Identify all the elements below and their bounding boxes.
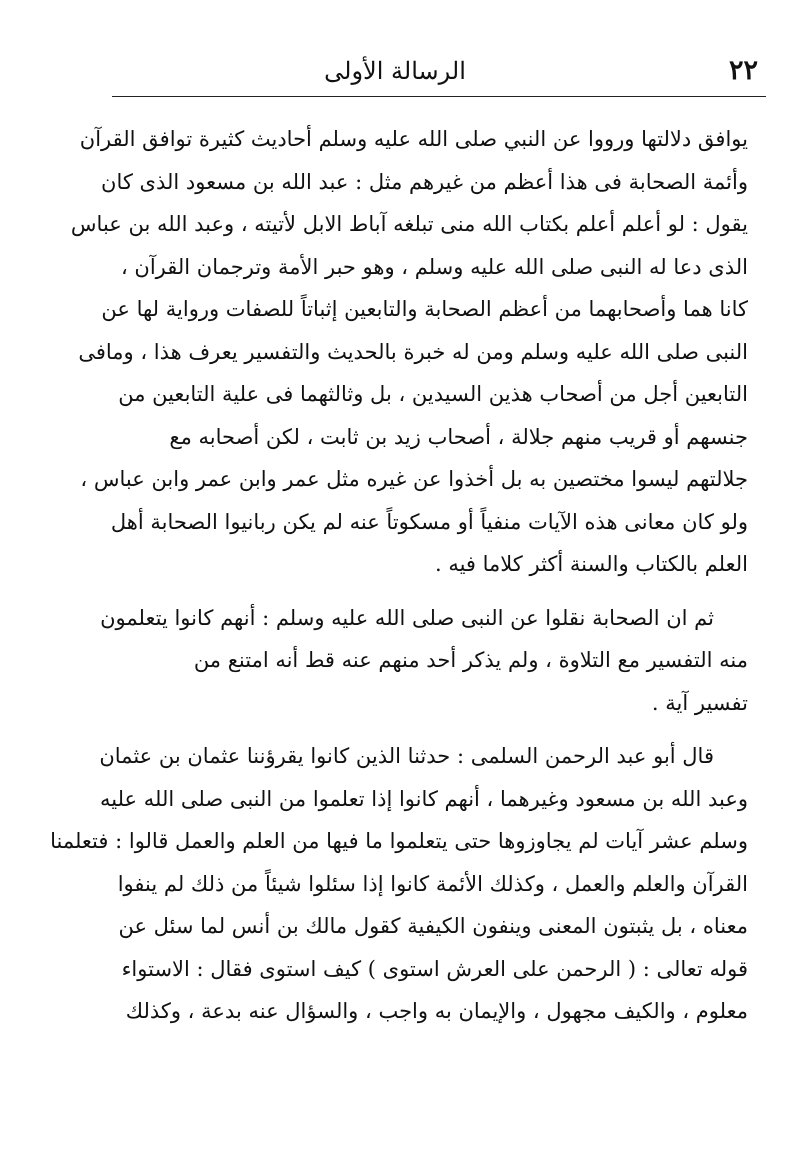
text-line: وعبد الله بن مسعود وغيرهما ، أنهم كانوا إذا تعلموا من النبى صلى الله عليه [100, 786, 748, 811]
text-line: وأئمة الصحابة فى هذا أعظم من غيرهم مثل : عبد الله بن مسعود الذى كان [101, 169, 748, 194]
text-line: معلوم ، والكيف مجهول ، والإيمان به واجب ، والسؤال عنه بدعة ، وكذلك [125, 999, 748, 1023]
running-title: الرسالة الأولى [324, 57, 466, 85]
text-line: ثم ان الصحابة نقلوا عن النبى صلى الله عليه وسلم : أنهم كانوا يتعلمون [100, 605, 714, 630]
text-line: منه التفسير مع التلاوة ، ولم يذكر أحد منهم عنه قط أنه امتنع من [193, 648, 748, 672]
text-line: معناه ، بل يثبتون المعنى وينفون الكيفية كقول مالك بن أنس لما سئل عن [118, 914, 748, 938]
text-line: الذى دعا له النبى صلى الله عليه وسلم ، وهو حبر الأمة وترجمان القرآن ، [120, 254, 748, 279]
header-divider [112, 96, 766, 97]
text-line: قال أبو عبد الرحمن السلمى : حدثنا الذين كانوا يقرؤننا عثمان بن عثمان [99, 744, 714, 768]
text-line: قوله تعالى : ( الرحمن على العرش استوى ) كيف استوى فقال : الاستواء [121, 956, 748, 981]
paragraph-2 [100, 597, 748, 725]
text-line: كانا هما وأصحابهما من أعظم الصحابة والتابعين إثباتاً للصفات ورواية لها عن [101, 297, 748, 321]
body-text [50, 118, 748, 1033]
text-line: وسلم عشر آيات لم يجاوزوها حتى يتعلموا ما فيها من العلم والعمل قالوا : فتعلمنا [50, 829, 748, 853]
text-line: التابعين أجل من أصحاب هذين السيدين ، بل وثالثهما فى علية التابعين من [118, 382, 748, 406]
text-line: ولو كان معانى هذه الآيات منفياً أو مسكوتاً عنه لم يكن ربانيوا الصحابة أهل [110, 509, 748, 534]
text-line: القرآن والعلم والعمل ، وكذلك الأئمة كانوا إذا سئلوا شيئاً من ذلك لم ينفوا [117, 871, 748, 896]
text-line: النبى صلى الله عليه وسلم ومن له خبرة بالحديث والتفسير يعرف هذا ، ومافى [78, 339, 748, 364]
text-line: تفسير آية . [651, 690, 748, 715]
running-header [112, 44, 758, 94]
page-number: ٢٢ [728, 55, 758, 86]
text-line: العلم بالكتاب والسنة أكثر كلاما فيه . [434, 552, 748, 576]
text-line: جنسهم أو قريب منهم جلالة ، أصحاب زيد بن ثابت ، لكن أصحابه مع [169, 424, 748, 449]
text-line: يقول : لو أعلم أعلم بكتاب الله منى تبلغه آباط الابل لأتيته ، وعبد الله بن عباس [70, 212, 748, 236]
text-line: جلالتهم ليسوا مختصين به بل أخذوا عن غيره مثل عمر وابن عمر وابن عباس ، [80, 467, 748, 491]
text-line: يوافق دلالتها ورووا عن النبي صلى الله عليه وسلم أحاديث كثيرة توافق القرآن [79, 127, 748, 151]
paragraph-1 [70, 118, 748, 586]
paragraph-3 [50, 735, 748, 1033]
